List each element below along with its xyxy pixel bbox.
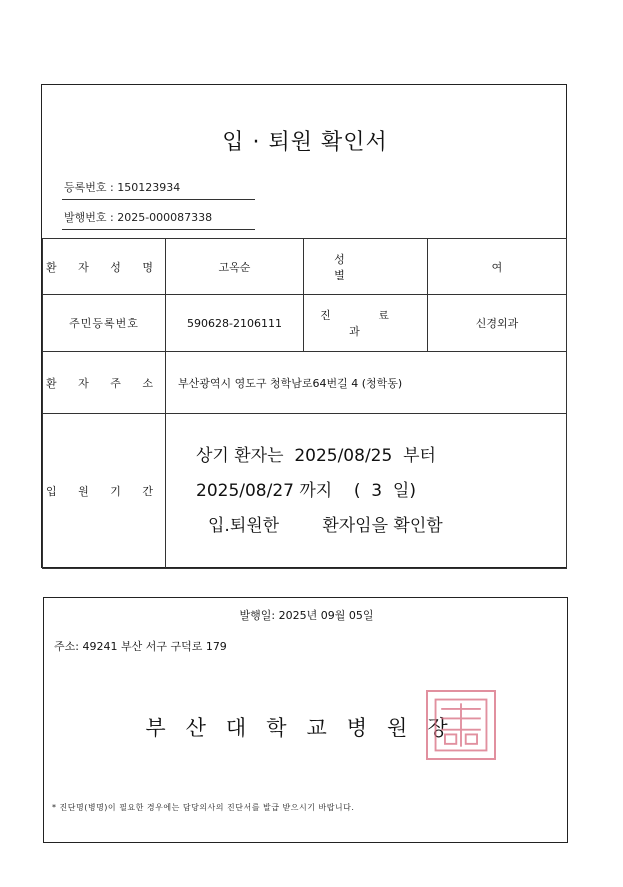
stay-line-3: 입.퇴원한 환자임을 확인함 xyxy=(208,515,443,536)
issue-date: 발행일: 2025년 09월 05일 xyxy=(239,609,374,622)
table-row xyxy=(43,414,567,569)
registration-number-row xyxy=(64,179,180,195)
patient-sex: 여 xyxy=(428,239,567,295)
stay-line-2: 2025/08/27 까지 ( 3 일) xyxy=(196,480,416,501)
patient-info-table xyxy=(42,238,567,569)
divider xyxy=(62,229,255,230)
sex-label: 성 별 xyxy=(304,239,428,295)
department-label: 진 료 과 xyxy=(304,295,428,352)
resident-id-label: 주민등록번호 xyxy=(43,295,166,352)
confirmation-form xyxy=(41,84,567,568)
patient-name-label: 환 자 성 명 xyxy=(43,239,166,295)
stay-period-label: 입 원 기 간 xyxy=(43,414,166,569)
table-row xyxy=(43,352,567,414)
hospital-address: 주소: 49241 부산 서구 구덕로 179 xyxy=(54,640,227,653)
registration-label: 등록번호 : xyxy=(64,181,114,194)
issuer-section xyxy=(43,597,568,843)
issue-number-label: 발행번호 : xyxy=(64,211,114,224)
stay-line-1: 상기 환자는 2025/08/25 부터 xyxy=(196,445,436,466)
resident-id: 590628-2106111 xyxy=(166,295,304,352)
hospital-director: 부산대학교병원장 xyxy=(145,716,468,740)
registration-number: 150123934 xyxy=(117,181,181,194)
department: 신경외과 xyxy=(428,295,567,352)
document-title: 입 · 퇴원 확인서 xyxy=(222,130,388,155)
issue-number-row xyxy=(64,209,212,225)
footnote: * 진단명(병명)이 필요한 경우에는 담당의사의 진단서를 발급 받으시기 바랍니다. xyxy=(52,803,355,812)
table-row xyxy=(43,295,567,352)
address-label: 환 자 주 소 xyxy=(43,352,166,414)
issue-number: 2025-000087338 xyxy=(117,211,213,224)
stay-period-statement xyxy=(166,414,567,569)
official-seal-icon xyxy=(426,690,496,760)
patient-name: 고옥순 xyxy=(166,239,304,295)
patient-address: 부산광역시 영도구 청학남로64번길 4 (청학동) xyxy=(166,352,567,414)
table-row xyxy=(43,239,567,295)
divider xyxy=(62,199,255,200)
